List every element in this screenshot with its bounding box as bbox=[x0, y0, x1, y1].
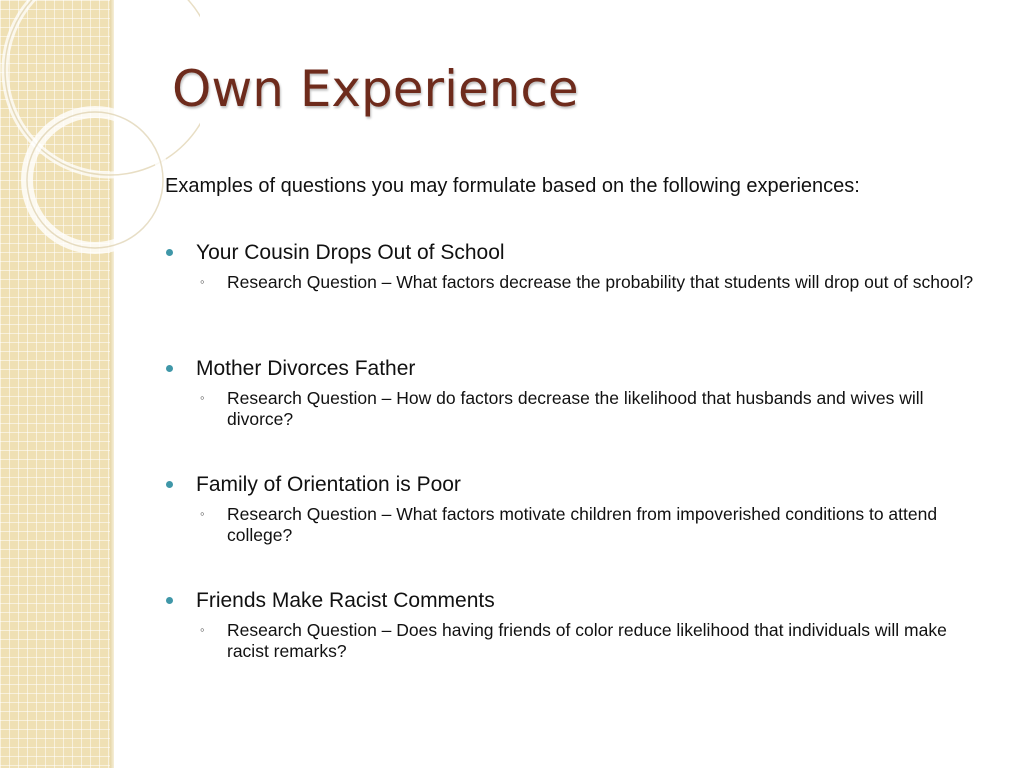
filled-circle-bullet-icon bbox=[166, 481, 173, 488]
sub-bullet-text: Research Question – What factors motivate children from impoverished conditions to attend college? bbox=[227, 504, 938, 546]
slide-title: Own Experience bbox=[172, 60, 579, 118]
bullet-heading bbox=[165, 587, 995, 614]
sub-bullet bbox=[165, 620, 995, 662]
list-item bbox=[165, 587, 995, 662]
list-item bbox=[165, 471, 995, 546]
sub-bullet-text: Research Question – Does having friends of color reduce likelihood that individuals will make racist remarks? bbox=[227, 620, 947, 662]
hollow-circle-bullet-icon: ◦ bbox=[200, 390, 205, 406]
filled-circle-bullet-icon bbox=[166, 365, 173, 372]
intro-text: Examples of questions you may formulate based on the following experiences: bbox=[165, 175, 860, 197]
sub-bullet-text: Research Question – How do factors decrease the likelihood that husbands and wives will divorce? bbox=[227, 388, 924, 430]
hollow-circle-bullet-icon: ◦ bbox=[200, 622, 205, 638]
bullet-heading bbox=[165, 239, 995, 266]
decorative-rings-icon bbox=[0, 0, 200, 260]
hollow-circle-bullet-icon: ◦ bbox=[200, 274, 205, 290]
sub-bullet-text: Research Question – What factors decrease the probability that students will drop out of school? bbox=[227, 272, 974, 293]
list-item bbox=[165, 239, 995, 293]
bullet-heading bbox=[165, 471, 995, 498]
hollow-circle-bullet-icon: ◦ bbox=[200, 506, 205, 522]
filled-circle-bullet-icon bbox=[166, 597, 173, 604]
bullet-heading-text: Friends Make Racist Comments bbox=[196, 589, 495, 612]
bullet-heading-text: Mother Divorces Father bbox=[196, 357, 416, 380]
bullet-heading bbox=[165, 355, 995, 382]
sub-bullet bbox=[165, 388, 995, 430]
bullet-heading-text: Family of Orientation is Poor bbox=[196, 473, 461, 496]
sub-bullet bbox=[165, 504, 995, 546]
bullet-heading-text: Your Cousin Drops Out of School bbox=[196, 241, 505, 264]
filled-circle-bullet-icon bbox=[166, 249, 173, 256]
sub-bullet bbox=[165, 272, 995, 293]
list-item bbox=[165, 355, 995, 430]
